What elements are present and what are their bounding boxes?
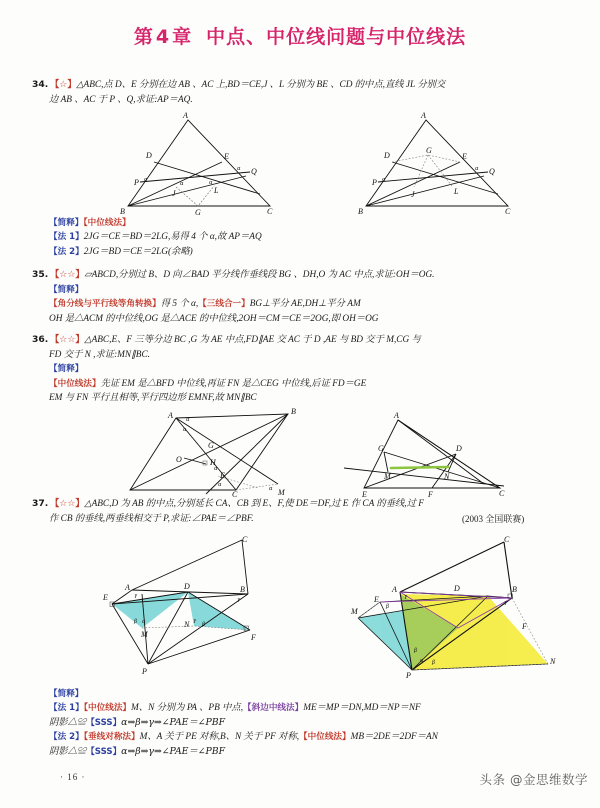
svg-text:D: D: [454, 584, 460, 593]
svg-text:N: N: [444, 472, 450, 481]
solution-37-line4: [32, 745, 572, 759]
problem-36: [32, 333, 572, 406]
solution-37-text2: 阴影△≌: [49, 717, 87, 728]
solution-35-text1: 得 5 个 α,: [160, 299, 199, 310]
svg-text:γ: γ: [193, 618, 197, 624]
svg-text:D: D: [384, 151, 390, 160]
svg-text:D: D: [184, 582, 190, 591]
figure-34a: [110, 108, 290, 216]
svg-text:B: B: [512, 585, 517, 594]
solution-37-head: [32, 687, 572, 701]
problem-34: [32, 78, 572, 107]
svg-text:α: α: [237, 166, 241, 172]
solution-36-line2: [32, 391, 572, 405]
watermark: 头条 @金思维数学: [479, 772, 588, 787]
svg-text:N: N: [550, 657, 556, 666]
solution-37-text3: M、A 关于 PE 对称,B、N 关于 PF 对称,: [139, 732, 300, 743]
svg-text:γ: γ: [237, 597, 241, 603]
svg-text:α: α: [183, 427, 187, 433]
figure-35: [128, 406, 314, 498]
problem-34-statement-1: △ABC,点 D、E 分别在边 AB 、AC 上,BD＝CE,J 、L 分别为 BE 、CD 的中点,直线 JL 分别交: [76, 80, 446, 90]
problem-36-stars: 【☆☆】: [50, 335, 85, 345]
solution-37-line2: [32, 716, 572, 730]
svg-text:B: B: [358, 207, 363, 216]
svg-text:M: M: [384, 472, 391, 481]
svg-text:α: α: [186, 417, 190, 423]
problem-35-line1: [32, 268, 572, 283]
svg-text:M: M: [351, 607, 358, 616]
figure-36: [336, 406, 516, 498]
svg-text:F: F: [251, 633, 256, 642]
solution-37-line3: [32, 730, 572, 744]
svg-text:β: β: [134, 619, 137, 625]
solution-37-text4b: α⇒β⇒γ⇒∠PAE＝∠PBF: [121, 745, 226, 757]
tag-jianshi-37: 【简释】: [49, 689, 84, 699]
svg-text:A: A: [168, 411, 173, 420]
svg-text:P: P: [406, 671, 411, 680]
page-number: · 16 ·: [60, 772, 86, 782]
problem-36-line1: [32, 333, 572, 348]
svg-text:P: P: [372, 178, 377, 187]
solution-34-text1: 2JG＝CE＝BD＝2LG,易得 4 个 α,故 AP＝AQ: [83, 232, 262, 243]
chapter-number: 4: [155, 26, 171, 48]
problem-34-stars: 【☆】: [50, 80, 77, 90]
svg-text:P: P: [142, 667, 147, 676]
solution-36-head: [32, 362, 572, 376]
solution-35-text1b: BG⊥平分 AE,DH⊥平分 AM: [249, 299, 361, 310]
tag-midline-34: 【中位线法】: [83, 218, 131, 228]
problem-37-stars: 【☆☆】: [50, 499, 85, 509]
tag-fa1-37: 【法 1】: [49, 703, 84, 714]
tag-midline-37a: 【中位线法】: [83, 703, 132, 714]
problem-34-statement-2: 边 AB 、AC 于 P 、Q,求证:AP＝AQ.: [49, 94, 193, 105]
svg-text:A: A: [183, 111, 188, 120]
problem-37-line1: [32, 497, 572, 512]
svg-text:D: D: [456, 444, 462, 453]
problem-37-number: 37.: [32, 498, 49, 509]
svg-text:B: B: [240, 585, 245, 594]
tag-threeline-35: 【三线合一】: [198, 299, 250, 310]
svg-text:E: E: [362, 490, 367, 498]
figure-34b: [348, 108, 528, 216]
figure-37a: [96, 534, 296, 680]
chapter-title-text: 中点、中位线问题与中位线法: [206, 26, 467, 48]
svg-text:E: E: [462, 152, 467, 161]
svg-text:α: α: [209, 180, 213, 186]
svg-text:H: H: [210, 458, 216, 467]
tag-jianshi-36: 【简释】: [49, 364, 84, 375]
svg-text:β: β: [386, 604, 389, 610]
solution-36-text1: 先证 EM 是△BFD 中位线,再证 FN 是△CEG 中位线,后证 FD＝GE: [100, 378, 367, 389]
svg-text:α: α: [142, 619, 146, 625]
tag-fa1-34: 【法 1】: [49, 232, 84, 243]
tag-jianshi-35: 【简释】: [49, 284, 84, 295]
solution-36-text2: EM 与 FN 平行且相等,平行四边形 EMNF,故 MN∥BC: [49, 393, 257, 404]
svg-text:β: β: [432, 660, 435, 666]
problem-36-line2: [32, 348, 572, 362]
problem-36-statement-1: △ABC,E、F 三等分边 BC ,G 为 AE 中点,FD∥AE 交 AC 于 D ,AE 与 BD 交于 M,CG 与: [84, 335, 421, 345]
chapter-suffix: 章: [172, 26, 193, 48]
svg-text:E: E: [103, 593, 108, 602]
solution-37-text1b: ME＝MP＝DN,MD＝NP＝NF: [303, 703, 421, 714]
solution-37-text1: M、N 分别为 PA 、PB 中点,: [131, 703, 244, 714]
svg-text:J: J: [172, 189, 176, 198]
svg-text:G: G: [378, 444, 384, 453]
problem-36-statement-2: FD 交于 N ,求证:MN∥BC.: [49, 349, 150, 360]
svg-text:M: M: [141, 630, 148, 639]
svg-text:L: L: [214, 186, 219, 195]
svg-text:G: G: [195, 208, 201, 216]
svg-text:P: P: [134, 178, 139, 187]
svg-text:G: G: [208, 441, 214, 450]
svg-text:A: A: [392, 585, 397, 594]
svg-text:M: M: [278, 488, 285, 497]
svg-text:C: C: [232, 490, 238, 498]
solution-35-line2: [32, 312, 572, 326]
svg-text:N: N: [184, 620, 190, 629]
problem-35-number: 35.: [32, 269, 49, 280]
svg-text:D: D: [146, 151, 152, 160]
tag-perpsym-37: 【垂线对称法】: [83, 732, 140, 743]
svg-text:C: C: [505, 207, 511, 216]
solution-37-text3b: MB＝2DE＝2DF＝AN: [350, 732, 438, 743]
tag-jianshi-34: 【简释】: [49, 218, 84, 228]
svg-text:γ: γ: [134, 593, 138, 599]
solution-35-head: [32, 283, 572, 297]
svg-text:G: G: [426, 146, 432, 155]
svg-text:A: A: [394, 411, 399, 420]
tag-anglebisector-35: 【角分线与平行线等角转换】: [49, 299, 161, 310]
svg-text:α: α: [382, 177, 386, 183]
svg-text:α: α: [420, 658, 424, 664]
figure-37b: [336, 534, 568, 680]
svg-text:α: α: [180, 181, 184, 187]
svg-text:β: β: [414, 648, 417, 654]
tag-midline-36: 【中位线法】: [49, 378, 101, 389]
svg-text:γ: γ: [504, 600, 508, 606]
solution-35-line1: [32, 297, 572, 311]
svg-text:C: C: [499, 489, 505, 498]
svg-text:α: α: [475, 166, 479, 172]
svg-text:α: α: [144, 177, 148, 183]
svg-text:O: O: [176, 455, 182, 464]
problem-34-line2: [32, 93, 572, 107]
tag-sss-37b: 【SSS】: [86, 746, 122, 757]
solution-36-line1: [32, 377, 572, 391]
svg-text:C: C: [267, 207, 273, 216]
problem-35-statement-1: ▱ABCD,分别过 B、D 向∠BAD 平分线作垂线段 BG 、DH,O 为 AC 中点,求证:OH＝OG.: [84, 270, 435, 280]
svg-text:Q: Q: [251, 167, 257, 176]
problem-34-number: 34.: [32, 79, 49, 90]
svg-text:α: α: [218, 482, 222, 488]
problem-36-number: 36.: [32, 334, 49, 345]
solution-34-text2: 2JG＝BD＝CE＝2LG(余略): [83, 246, 193, 257]
tag-midline-37b: 【中位线法】: [299, 732, 351, 743]
problem-37-statement-2: 作 CB 的垂线,两垂线相交于 P,求证:∠PAE＝∠PBF.: [49, 513, 254, 524]
solution-34-line1: [32, 230, 572, 244]
svg-text:E: E: [220, 471, 225, 480]
svg-text:F: F: [428, 490, 433, 498]
problem-35-stars: 【☆☆】: [50, 270, 85, 280]
solution-37-text4: 阴影△≌: [49, 746, 87, 757]
svg-text:A: A: [421, 111, 426, 120]
tag-hypmedian-37: 【斜边中线法】: [243, 703, 304, 714]
svg-text:B: B: [291, 407, 296, 416]
svg-text:C: C: [242, 535, 248, 544]
solution-37-line1: [32, 701, 572, 715]
svg-text:α: α: [214, 466, 218, 472]
tag-fa2-34: 【法 2】: [49, 246, 84, 257]
svg-text:β: β: [202, 622, 205, 628]
problem-37-source: (2003 全国联赛): [462, 514, 525, 524]
solution-35-text2: OH 是△ACM 的中位线,OG 是△ACE 的中位线,2OH＝CM＝CE＝2OG,即 OH＝OG: [49, 313, 379, 324]
svg-text:B: B: [120, 207, 125, 216]
svg-text:F: F: [522, 622, 527, 631]
problem-37-statement-1: △ABC,D 为 AB 的中点,分别延长 CA、CB 到 E、F,使 DE＝DF,过 E 作 CA 的垂线,过 F: [84, 499, 424, 509]
svg-text:E: E: [374, 595, 379, 604]
svg-text:J: J: [411, 190, 415, 199]
svg-text:A: A: [125, 583, 130, 592]
svg-text:γ: γ: [404, 594, 408, 600]
solution-34-line2: [32, 245, 572, 259]
svg-text:α: α: [269, 486, 273, 492]
chapter-prefix: 第: [133, 26, 154, 48]
page-title: [0, 22, 600, 49]
svg-text:Q: Q: [489, 167, 495, 176]
svg-text:C: C: [504, 535, 510, 544]
tag-fa2-37: 【法 2】: [49, 732, 84, 743]
problem-35: [32, 268, 572, 326]
problem-34-line1: [32, 78, 572, 93]
svg-text:E: E: [224, 152, 229, 161]
svg-text:L: L: [454, 187, 459, 196]
problem-37-solution: [32, 687, 572, 759]
problem-34-solution: [32, 216, 572, 259]
solution-34-head: [32, 216, 572, 230]
tag-sss-37a: 【SSS】: [86, 717, 122, 728]
solution-37-text2b: α⇒β⇒γ⇒∠PAE＝∠PBF: [121, 716, 226, 728]
